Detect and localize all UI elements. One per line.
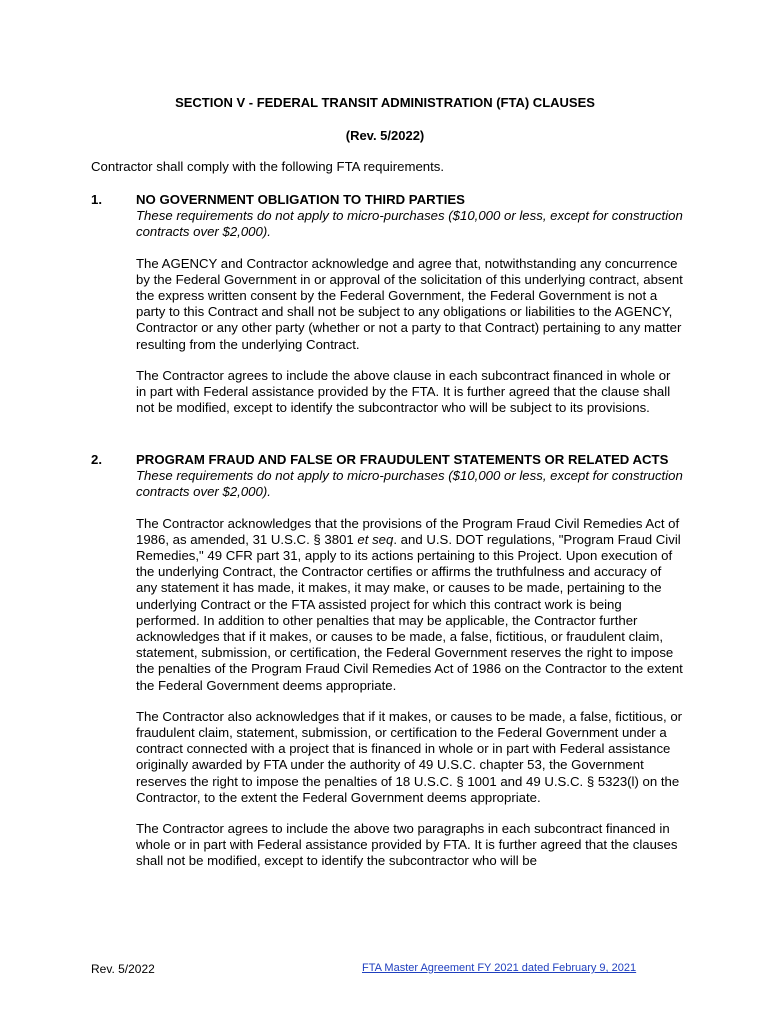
footer-revision: Rev. 5/2022 <box>91 962 155 976</box>
section-1-paragraph-1: The AGENCY and Contractor acknowledge and agree that, notwithstanding any concurrence by the Federal Government in or approval of the solicitation of this underlying contract, absent the express written consent by the Federal Government, the Federal Government is not a party to this Contract and shall not be subject to any obligations or liabilities to the AGENCY, Contractor or any other party (whether or not a party to that Contract) pertaining to any matter resulting from the underlying Contract. <box>136 255 683 352</box>
footer-master-agreement-link[interactable]: FTA Master Agreement FY 2021 dated February 9, 2021 <box>362 962 637 974</box>
section-2-paragraph-1-rest: . and U.S. DOT regulations, "Program Fraud Civil Remedies," 49 CFR part 31, apply to its actions pertaining to this Project. Upon execution of the underlying Contract, the Contractor certifies or affirms the truthfulness and accuracy of any statement it has made, it makes, it may make, or causes to be made, pertaining to the underlying Contract or the FTA assisted project for which this contract work is being performed. In addition to other penalties that may be applicable, the Contractor further acknowledges that if it makes, or causes to be made, a false, fictitious, or fraudulent claim, statement, submission, or certification, the Federal Government reserves the right to impose the penalties of the Program Fraud Civil Remedies Act of 1986 on the Contractor to the extent the Federal Government deems appropriate. <box>136 531 683 693</box>
section-1 <box>136 192 684 416</box>
section-2-number: 2. <box>91 452 102 467</box>
section-2-paragraph-2: The Contractor also acknowledges that if it makes, or causes to be made, a false, fictitious, or fraudulent claim, statement, submission, or certification to the Federal Government under a contract connected with a project that is financed in whole or in part with Federal assistance originally awarded by FTA under the authority of 49 U.S.C. chapter 53, the Government reserves the right to impose the penalties of 18 U.S.C. § 1001 and 49 U.S.C. § 5323(l) on the Contractor, to the extent the Federal Government deems appropriate. <box>136 708 683 805</box>
page-title: SECTION V - FEDERAL TRANSIT ADMINISTRATION (FTA) CLAUSES <box>175 95 595 110</box>
intro-text: Contractor shall comply with the following FTA requirements. <box>91 159 445 174</box>
section-2-heading: PROGRAM FRAUD AND FALSE OR FRAUDULENT STATEMENTS OR RELATED ACTS <box>136 452 669 467</box>
section-2-note: These requirements do not apply to micro-purchases ($10,000 or less, except for construction contracts over $2,000). <box>136 468 683 500</box>
revision-label: (Rev. 5/2022) <box>345 128 425 143</box>
section-1-number: 1. <box>91 192 102 207</box>
section-2-paragraph-1 <box>136 516 684 694</box>
section-1-heading: NO GOVERNMENT OBLIGATION TO THIRD PARTIES <box>136 192 465 207</box>
et-seq-italic: et seq <box>357 531 394 547</box>
section-2-paragraph-1-start: The Contractor acknowledges that the provisions of the Program Fraud Civil Remedies Act of 1986, as amended, 31 U.S.C. § 3801 <box>136 515 680 547</box>
section-2 <box>136 452 684 870</box>
section-1-note: These requirements do not apply to micro-purchases ($10,000 or less, except for construction contracts over $2,000). <box>136 208 683 240</box>
section-1-paragraph-2: The Contractor agrees to include the above clause in each subcontract financed in whole or in part with Federal assistance provided by the FTA. It is further agreed that the clause shall not be modified, except to identify the subcontractor who will be subject to its provisions. <box>136 367 671 416</box>
section-2-paragraph-3: The Contractor agrees to include the above two paragraphs in each subcontract financed in whole or in part with Federal assistance provided by FTA. It is further agreed that the clauses shall not be modified, except to identify the subcontractor who will be <box>136 821 678 869</box>
